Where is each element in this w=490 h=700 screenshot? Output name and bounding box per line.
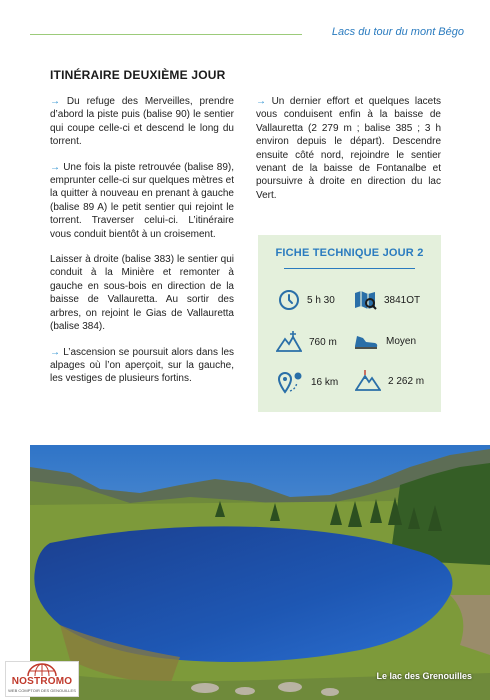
fiche-title: FICHE TECHNIQUE JOUR 2	[275, 247, 424, 259]
shoe-icon	[353, 331, 379, 351]
map-icon	[353, 289, 377, 311]
arrow-right-icon: →	[50, 96, 60, 107]
paragraph-text: L’ascension se poursuit alors dans les alpages où l’on aperçoit, sur la gauche, les vestiges de plusieurs fortins.	[50, 346, 235, 385]
fiche-elevation-gain	[276, 331, 337, 353]
paragraph	[50, 95, 234, 149]
paragraph-text: Un dernier effort et quelques lacets vous conduisent enfin à la baisse de Vallauretta (2 279 m ; balise 385 ; 3 h environ depuis le départ). Descendre ensuite côté nord, rejoindre le sentier venant de la baisse de Fontanalbe et poursuivre à droite en direction du lac Vert.	[256, 96, 442, 201]
header-rule	[30, 34, 302, 35]
duration-value: 5 h 30	[307, 294, 335, 306]
arrow-right-icon: →	[50, 161, 60, 173]
arrow-right-icon: →	[50, 346, 60, 358]
logo-tagline: WEB COMPTOIR DES GENOUILLES	[8, 688, 76, 693]
paragraph	[50, 253, 234, 333]
fiche-technique	[258, 235, 441, 412]
section-title: ITINÉRAIRE DEUXIÈME JOUR	[50, 68, 226, 82]
arrow-right-icon: →	[256, 96, 266, 107]
lake-landscape-image	[30, 445, 490, 700]
paragraph-text: Laisser à droite (balise 383) le sentier qui conduit à la Minière et remonter à gauche en sous-bois en direction de la baisse de Vallauretta. Au sortir des arbres, on rejoint le Gias de Vallauretta (balise 384).	[50, 254, 234, 333]
difficulty-value: Moyen	[386, 335, 417, 347]
clock-icon	[278, 289, 300, 311]
fiche-difficulty	[353, 331, 416, 351]
route-pin-icon	[278, 370, 304, 394]
running-title: Lacs du tour du mont Bégo	[331, 26, 464, 38]
nostromo-logo	[5, 661, 79, 697]
photo-caption: Le lac des Grenouilles	[376, 671, 472, 681]
logo-wordmark: NOSTROMO	[11, 676, 73, 687]
globe-icon	[27, 663, 57, 677]
paragraph-text: Du refuge des Merveilles, prendre d’abord la piste puis (balise 90) le sentier qui coupe celle-ci et descend le long du torrent.	[50, 96, 234, 148]
lake-photo	[30, 445, 490, 700]
paragraph	[256, 95, 441, 202]
fiche-map	[353, 289, 420, 311]
right-column	[256, 95, 441, 214]
fiche-rule	[284, 268, 415, 269]
paragraph	[50, 161, 234, 241]
left-column	[50, 95, 234, 398]
map-value: 3841OT	[384, 294, 421, 306]
fiche-distance	[278, 370, 338, 394]
fiche-duration	[278, 289, 335, 311]
paragraph-text: Une fois la piste retrouvée (balise 89), emprunter celle-ci sur quelques mètres et la quitter à nouveau en prenant à gauche (balise 89 A) le petit sentier qui rejoint le torrent. Traverser celui-ci. L’itinéraire vous conduit bientôt à un croisement.	[50, 161, 235, 240]
mountain-icon	[355, 370, 381, 392]
elevation-gain-icon	[276, 331, 302, 353]
fiche-max-altitude	[355, 370, 424, 392]
paragraph	[50, 346, 234, 386]
max-altitude-value: 2 262 m	[388, 375, 425, 387]
elevation-gain-value: 760 m	[309, 336, 337, 348]
distance-value: 16 km	[311, 376, 339, 388]
